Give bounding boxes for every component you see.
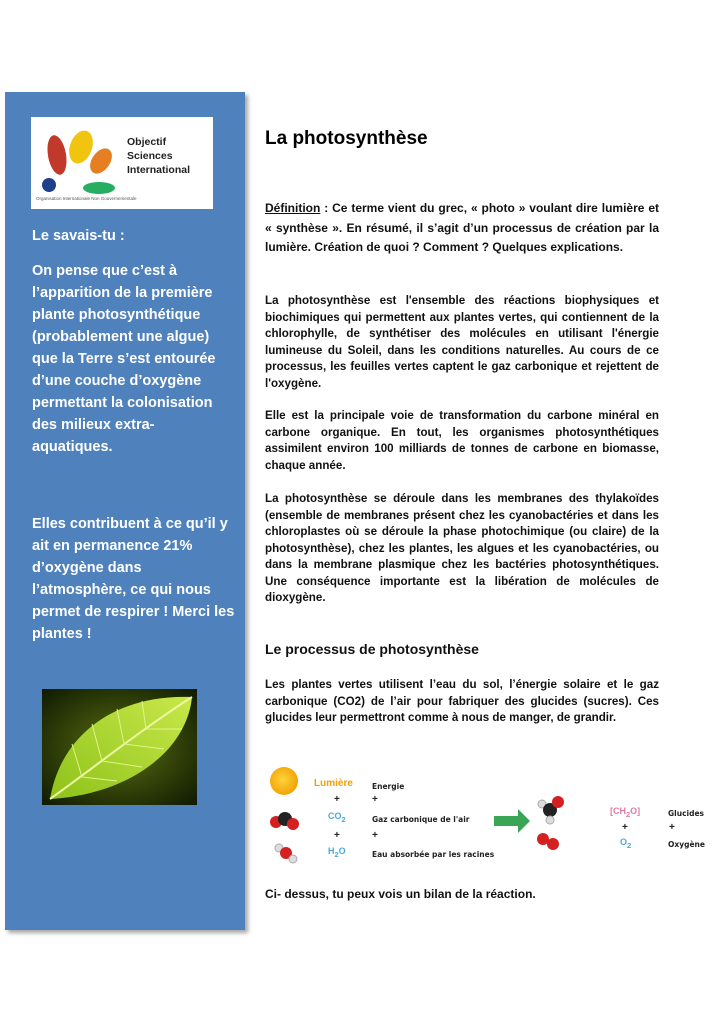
fact-oxygen-origin: On pense que c’est à l’apparition de la première plante photosynthétique (probablement une algue) que la Terre s’est entourée d’une couche d’oxygène permettant la colonisation des milieux extra-aquatiques.: [32, 263, 216, 455]
h2o-text: H: [328, 846, 335, 856]
page-title: La photosynthèse: [265, 128, 428, 149]
plus-sign: +: [372, 794, 378, 805]
definition-text: : Ce terme vient du grec, « photo » voulant dire lumière et « synthèse ». En résumé, il s’agit d’un processus de création par la lumière. Création de quoi ? Comment ? Quelques explications.: [265, 201, 659, 254]
h2o-molecule-icon: [275, 844, 297, 863]
reaction-diagram: [262, 764, 712, 868]
definition-paragraph: [265, 199, 659, 258]
plus-sign: +: [372, 830, 378, 841]
glucides-label: Glucides: [668, 809, 705, 818]
section-heading: Le processus de photosynthèse: [265, 641, 479, 657]
logo-line: Sciences: [127, 150, 173, 162]
fact-oxygen-percentage: Elles contribuent à ce qu’il y ait en permanence 21% d’oxygène dans l’atmosphère, ce qui nous permet de respirer ! Merci les plantes !: [32, 516, 235, 642]
reaction-arrow-icon: [494, 809, 530, 833]
energy-label: Energie: [372, 782, 405, 791]
co2-molecule-icon: [270, 812, 299, 830]
h2o-text-end: O: [338, 846, 346, 856]
co2-formula: [328, 811, 346, 824]
diagram-caption: Ci- dessus, tu peux vois un bilan de la réaction.: [265, 887, 536, 901]
light-label: Lumière: [314, 778, 353, 789]
plus-sign: +: [669, 822, 675, 833]
sun-icon: [270, 767, 298, 795]
ch2o-text: [CH: [610, 806, 626, 816]
logo-line: International: [127, 164, 191, 176]
logo-name: [127, 135, 190, 177]
o2-text: O: [620, 837, 628, 847]
glucose-molecule-icon: [538, 796, 564, 824]
ch2o-formula: [610, 806, 640, 819]
paragraph-thylakoids: La photosynthèse se déroule dans les membranes des thylakoïdes (ensemble de membranes présent chez les cyanobactéries et dans les chloroplastes où se déroule la phase photochimique (ou claire) de la photosynthèse), chez les plantes, les algues et les cyanobactéries, ou dans la membrane plasmique chez les bactéries photosynthétiques. Une conséquence importante est la libération de molécules de dioxygène.: [265, 492, 659, 604]
water-roots-label: Eau absorbée par les racines: [372, 850, 495, 859]
co2-subscript: 2: [341, 814, 346, 824]
plus-sign: +: [622, 822, 628, 833]
h2o-subscript: 2: [334, 849, 339, 859]
sidebar-panel: [5, 92, 245, 930]
logo-shapes-icon: [37, 125, 123, 197]
definition-label: Définition: [265, 201, 321, 215]
o2-molecule-icon: [537, 833, 559, 850]
paragraph-process: Les plantes vertes utilisent l’eau du sol, l’énergie solaire et le gaz carbonique (CO2) de l’air pour fabriquer des glucides (sucres). Ces glucides leur permettront comme à nous de manger, de grandir.: [265, 678, 659, 724]
h2o-formula: [328, 846, 346, 859]
leaf-image: [42, 689, 197, 805]
did-you-know-label: Le savais-tu :: [32, 228, 125, 244]
organization-logo: [31, 117, 213, 209]
co2-air-label: Gaz carbonique de l'air: [372, 815, 470, 824]
oxygen-label: Oxygène: [668, 840, 705, 849]
plus-sign: +: [334, 794, 340, 805]
paragraph-carbon: Elle est la principale voie de transformation du carbone minéral en carbone organique. En tout, les organismes photosynthétiques assimilent environ 100 milliards de tonnes de carbone en biomasse, chaque année.: [265, 409, 659, 472]
ch2o-subscript: 2: [626, 809, 631, 819]
logo-subtitle: Organisation Internationale Non Gouvernementale: [36, 196, 137, 201]
co2-text: CO: [328, 811, 342, 821]
o2-subscript: 2: [627, 840, 632, 850]
logo-line: Objectif: [127, 136, 167, 148]
plus-sign: +: [334, 830, 340, 841]
o2-formula: [620, 837, 631, 850]
paragraph-definition-detail: La photosynthèse est l'ensemble des réactions biophysiques et biochimiques qui permettent aux plantes vertes, qui contiennent de la chlorophylle, de synthétiser des molécules en utilisant l'énergie lumineuse du Soleil, dans les conditions naturelles. Au cours de ce processus, les feuilles vertes captent le gaz carbonique et rejettent de l'oxygène.: [265, 294, 659, 390]
ch2o-text-end: O]: [630, 806, 641, 816]
